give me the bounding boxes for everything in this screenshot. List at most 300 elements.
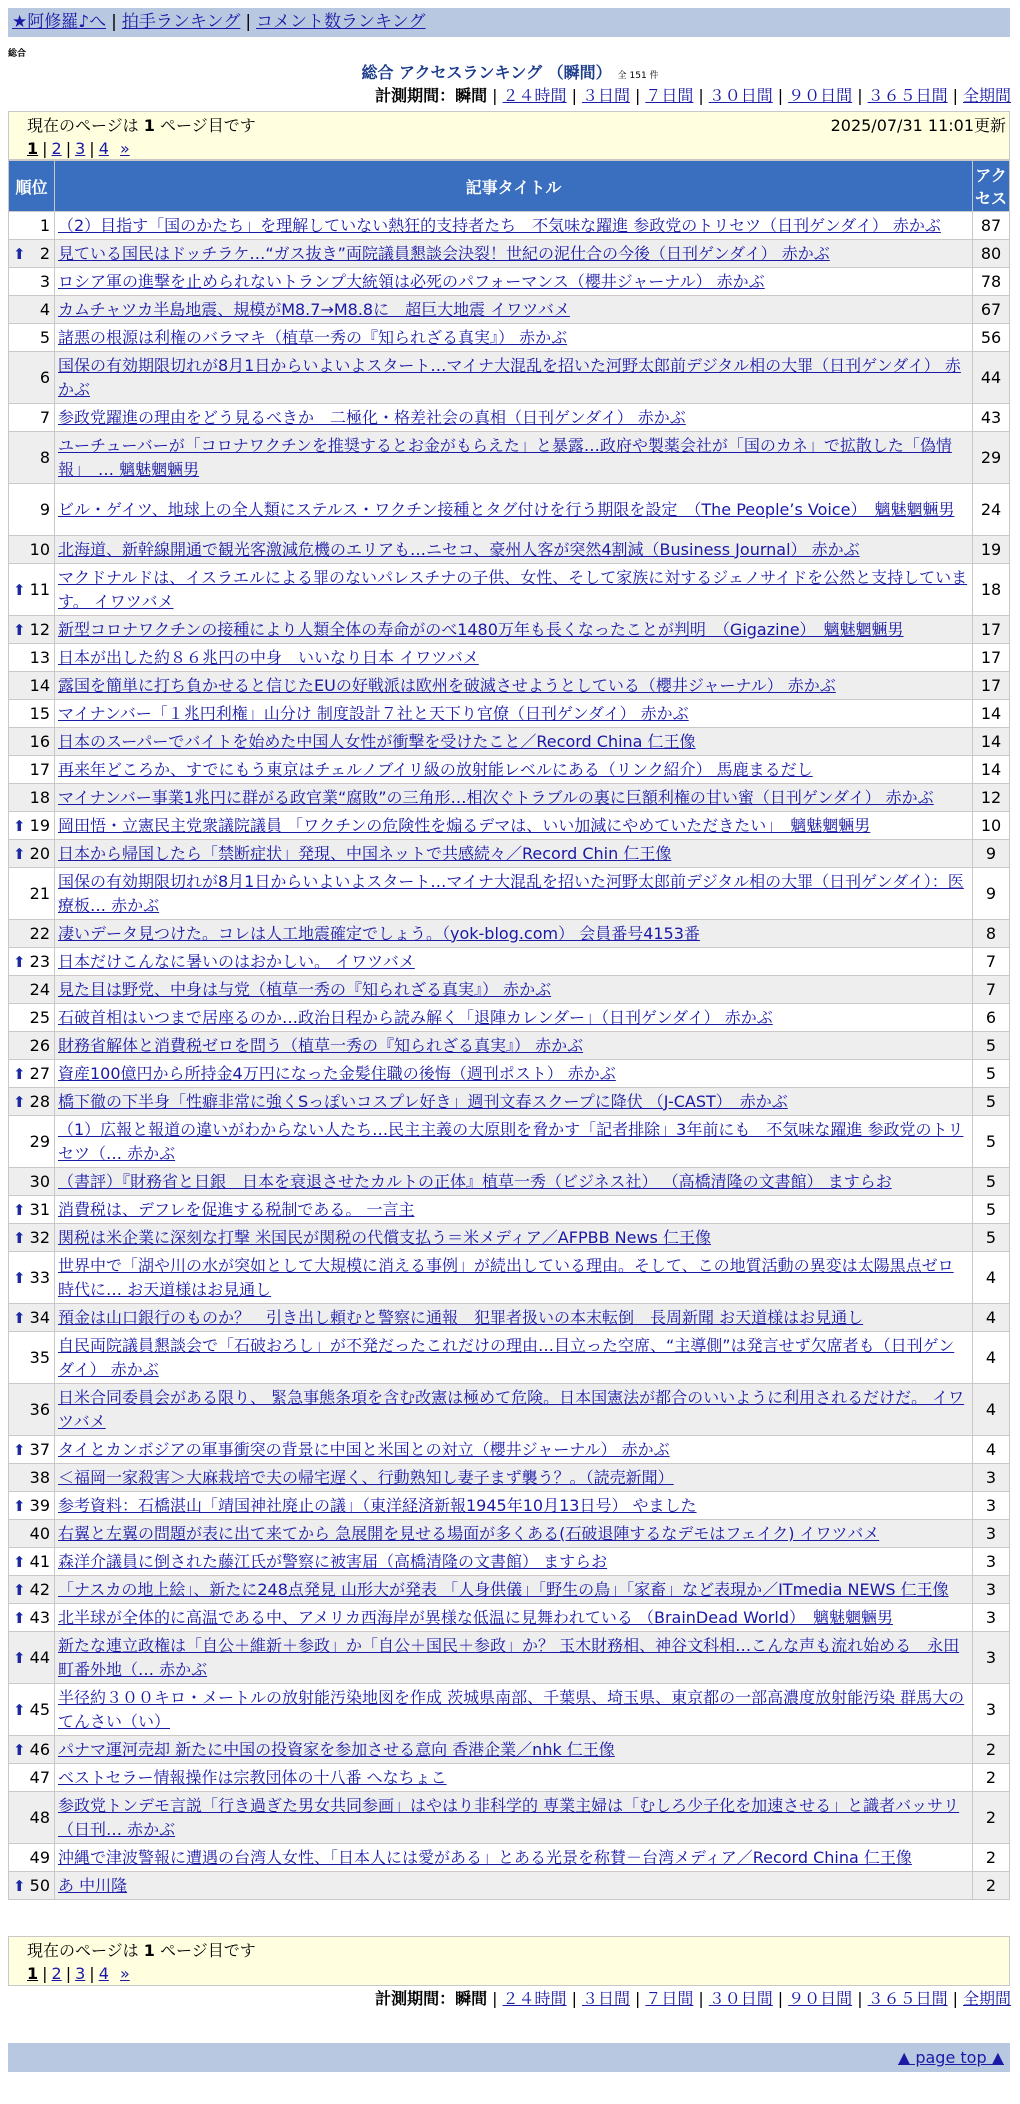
- rank-number: 11: [29, 579, 50, 599]
- ranking-title: 総合 アクセスランキング （瞬間）: [361, 63, 612, 82]
- article-title-link[interactable]: 新たな連立政権は「自公＋維新＋参政」か「自公＋国民＋参政」か？ 玉木財務相、神谷文科相…こんな声も流れ始める 永田町番外地（… 赤かぶ: [58, 1635, 960, 1679]
- access-count: 7: [973, 948, 1010, 976]
- access-count: 17: [973, 672, 1010, 700]
- table-row: [9, 1684, 1010, 1736]
- rank-number: 48: [29, 1807, 50, 1827]
- table-row: [9, 812, 1010, 840]
- rank-number: 31: [29, 1199, 50, 1219]
- article-title-link[interactable]: （2）目指す「国のかたち」を理解していない熱狂的支持者たち 不気味な躍進 参政党のトリセツ（日刊ゲンダイ） 赤かぶ: [58, 215, 941, 235]
- title-cell: [55, 1224, 973, 1252]
- rank-up-arrow-icon: ⬆: [13, 1552, 26, 1571]
- table-row: [9, 1384, 1010, 1436]
- article-title-link[interactable]: マイナンバー「１兆円利権」山分け 制度設計７社と天下り官僚（日刊ゲンダイ） 赤かぶ: [58, 703, 689, 723]
- rank-cell: [9, 212, 55, 240]
- table-row: [9, 432, 1010, 484]
- period-option-link[interactable]: 全期間: [962, 1989, 1011, 2008]
- rank-cell: [9, 1736, 55, 1764]
- title-cell: [55, 672, 973, 700]
- table-row: [9, 672, 1010, 700]
- page-link[interactable]: 4: [98, 139, 109, 158]
- title-cell: [55, 1492, 973, 1520]
- rank-cell: [9, 644, 55, 672]
- article-title-link[interactable]: 岡田悟・立憲民主党衆議院議員 「ワクチンの危険性を煽るデマは、いい加減にやめていただきたい」 魑魅魍魎男: [58, 815, 871, 835]
- rank-up-arrow-icon: ⬆: [13, 1308, 26, 1327]
- rank-number: 19: [29, 815, 50, 835]
- rank-number: 50: [29, 1875, 50, 1895]
- rank-number: 37: [29, 1439, 50, 1459]
- table-row: [9, 1332, 1010, 1384]
- access-header: アクセス: [973, 161, 1010, 212]
- rank-cell: [9, 1252, 55, 1304]
- page-status-prefix: 現在のページは: [27, 1941, 139, 1960]
- title-cell: [55, 1168, 973, 1196]
- rank-number: 46: [29, 1739, 50, 1759]
- rank-up-arrow-icon: ⬆: [13, 1740, 26, 1759]
- rank-number: 27: [29, 1063, 50, 1083]
- period-separator: |: [857, 1989, 863, 2008]
- rank-number: 7: [39, 407, 50, 427]
- access-count: 29: [973, 432, 1010, 484]
- title-cell: [55, 1792, 973, 1844]
- pager-top: [8, 111, 1010, 160]
- title-cell: [55, 564, 973, 616]
- table-row: [9, 484, 1010, 536]
- title-cell: [55, 1304, 973, 1332]
- title-cell: [55, 1060, 973, 1088]
- table-row: [9, 1060, 1010, 1088]
- table-row: [9, 324, 1010, 352]
- rank-number: 16: [29, 731, 50, 751]
- rank-cell: [9, 404, 55, 432]
- article-title-link[interactable]: あ 中川隆: [58, 1875, 128, 1895]
- table-row: [9, 1764, 1010, 1792]
- footer-bar: [8, 2043, 1010, 2072]
- title-cell: [55, 840, 973, 868]
- article-title-link[interactable]: マクドナルドは、イスラエルによる罪のないパレスチナの子供、女性、そして家族に対するジェノサイドを公然と支持しています。 イワツバメ: [58, 567, 968, 611]
- article-title-link[interactable]: 露国を簡単に打ち負かせると信じたEUの好戦派は欧州を破滅させようとしている（櫻井ジャーナル） 赤かぶ: [58, 675, 836, 695]
- page-status-suffix: ページ目です: [160, 116, 256, 135]
- access-count: 14: [973, 700, 1010, 728]
- page-separator: |: [89, 139, 95, 158]
- top-nav-bar: [8, 8, 1010, 37]
- table-row: [9, 1576, 1010, 1604]
- article-title-link[interactable]: 関税は米企業に深刻な打撃 米国民が関税の代償支払う＝米メディア／AFPBB News 仁王像: [58, 1227, 711, 1247]
- article-title-link[interactable]: 参政党トンデモ言説「行き過ぎた男女共同参画」はやはり非科学的 専業主婦は「むしろ少子化を加速させる」と識者バッサリ（日刊… 赤かぶ: [58, 1795, 960, 1839]
- rank-cell: [9, 1032, 55, 1060]
- rank-number: 18: [29, 787, 50, 807]
- rank-cell: [9, 1764, 55, 1792]
- table-row: [9, 1116, 1010, 1168]
- article-title-link[interactable]: 資産100億円から所持金4万円になった金髪住職の後悔（週刊ポスト） 赤かぶ: [58, 1063, 616, 1083]
- article-title-link[interactable]: 自民両院議員懇談会で「石破おろし」が不発だったこれだけの理由…目立った空席、“主導側”は発言せず欠席者も（日刊ゲンダイ） 赤かぶ: [58, 1335, 955, 1379]
- ranking-rows: [9, 212, 1010, 1900]
- rank-cell: [9, 672, 55, 700]
- rank-number: 49: [29, 1847, 50, 1867]
- period-separator: |: [634, 86, 641, 105]
- rank-cell: [9, 296, 55, 324]
- article-title-link[interactable]: 国保の有効期限切れが8月1日からいよいよスタート…マイナ大混乱を招いた河野太郎前デジタル相の大罪（日刊ゲンダイ） 赤かぶ: [58, 355, 961, 399]
- article-title-link[interactable]: ロシア軍の進撃を止められないトランプ大統領は必死のパフォーマンス（櫻井ジャーナル） 赤かぶ: [58, 271, 765, 291]
- title-cell: [55, 1252, 973, 1304]
- table-row: [9, 1196, 1010, 1224]
- period-separator: |: [952, 86, 958, 105]
- page-separator: |: [42, 1964, 48, 1983]
- period-option-link[interactable]: ２４時間: [502, 1989, 567, 2008]
- rank-cell: [9, 432, 55, 484]
- rank-cell: [9, 868, 55, 920]
- title-cell: [55, 728, 973, 756]
- title-cell: [55, 1196, 973, 1224]
- period-option-link[interactable]: ３日間: [581, 1989, 630, 2008]
- rank-number: 39: [29, 1495, 50, 1515]
- page-link[interactable]: 3: [75, 139, 86, 158]
- access-count: 3: [973, 1684, 1010, 1736]
- period-option-link[interactable]: ９０日間: [788, 1989, 853, 2008]
- period-current: 瞬間: [455, 86, 488, 105]
- article-title-link[interactable]: 北半球が全体的に高温である中、アメリカ西海岸が異様な低温に見舞われている （BrainDead World） 魑魅魍魎男: [58, 1607, 893, 1627]
- home-link[interactable]: ★阿修羅♪へ: [12, 12, 107, 32]
- access-count: 17: [973, 644, 1010, 672]
- article-title-link[interactable]: 国保の有効期限切れが8月1日からいよいよスタート…マイナ大混乱を招いた河野太郎前デジタル相の大罪（日刊ゲンダイ）：医療板… 赤かぶ: [58, 871, 964, 915]
- rank-number: 41: [29, 1551, 50, 1571]
- rank-number: 20: [29, 843, 50, 863]
- rank-cell: [9, 1492, 55, 1520]
- access-count: 5: [973, 1032, 1010, 1060]
- title-cell: [55, 240, 973, 268]
- rank-number: 10: [29, 539, 50, 559]
- table-row: [9, 268, 1010, 296]
- comment-ranking-link[interactable]: コメント数ランキング: [256, 12, 426, 32]
- access-count: 19: [973, 536, 1010, 564]
- rank-up-arrow-icon: ⬆: [13, 1228, 26, 1247]
- period-separator: |: [492, 86, 498, 105]
- next-page-link[interactable]: »: [119, 139, 130, 158]
- access-count: 14: [973, 728, 1010, 756]
- pager-bottom: [8, 1936, 1010, 1986]
- rank-number: 3: [39, 271, 50, 291]
- period-separator: |: [634, 1989, 641, 2008]
- article-title-link[interactable]: 石破首相はいつまで居座るのか…政治日程から読み解く「退陣カレンダー」（日刊ゲンダイ） 赤かぶ: [58, 1007, 773, 1027]
- page-top-link[interactable]: ▲ page top ▲: [897, 2048, 1004, 2067]
- rank-cell: [9, 784, 55, 812]
- article-title-link[interactable]: 見た目は野党、中身は与党（植草一秀の『知られざる真実』） 赤かぶ: [58, 979, 552, 999]
- access-count: 87: [973, 212, 1010, 240]
- access-count: 9: [973, 868, 1010, 920]
- period-option-link[interactable]: ３６５日間: [867, 86, 948, 105]
- article-title-link[interactable]: 日本だけこんなに暑いのはおかしい。 イワツバメ: [58, 951, 415, 971]
- article-title-link[interactable]: 凄いデータ見つけた。コレは人工地震確定でしょう。（yok-blog.com） 会員番号4153番: [58, 923, 700, 943]
- rank-cell: [9, 1548, 55, 1576]
- table-row: [9, 1548, 1010, 1576]
- access-count: 2: [973, 1844, 1010, 1872]
- article-title-link[interactable]: 預金は山口銀行のものか？ 引き出し頼むと警察に通報 犯罪者扱いの本末転倒 長周新聞 お天道様はお見通し: [58, 1307, 864, 1327]
- access-count: 80: [973, 240, 1010, 268]
- title-cell: [55, 1464, 973, 1492]
- title-cell: [55, 324, 973, 352]
- article-title-link[interactable]: 日米合同委員会がある限り、 緊急事態条項を含む改憲は極めて危険。日本国憲法が都合のいいように利用されるだけだ。 イワツバメ: [58, 1387, 965, 1431]
- rank-number: 36: [29, 1399, 50, 1419]
- rank-number: 13: [29, 647, 50, 667]
- article-title-link[interactable]: 見ている国民はドッチラケ…“ガス抜き”両院議員懇談会決裂！世紀の泥仕合の今後（日刊ゲンダイ） 赤かぶ: [58, 243, 830, 263]
- updated-timestamp: 2025/07/31 11:01更新: [830, 116, 1006, 135]
- access-count: 2: [973, 1872, 1010, 1900]
- article-title-link[interactable]: 日本から帰国したら「禁断症状」発現、中国ネットで共感続々／Record Chin 仁王像: [58, 843, 672, 863]
- page-link[interactable]: 2: [51, 1964, 62, 1983]
- access-count: 4: [973, 1332, 1010, 1384]
- article-title-link[interactable]: 北海道、新幹線開通で観光客激減危機のエリアも…ニセコ、豪州人客が突然4割減（Business Journal） 赤かぶ: [58, 539, 860, 559]
- rank-cell: [9, 1060, 55, 1088]
- article-title-link[interactable]: 右翼と左翼の問題が表に出て来てから 急展開を見せる場面が多くある(石破退陣するなデモはフェイク) イワツバメ: [58, 1523, 880, 1543]
- article-title-link[interactable]: 財務省解体と消費税ゼロを問う（植草一秀の『知られざる真実』） 赤かぶ: [58, 1035, 584, 1055]
- rank-cell: [9, 976, 55, 1004]
- table-row: [9, 868, 1010, 920]
- access-count: 4: [973, 1384, 1010, 1436]
- table-row: [9, 616, 1010, 644]
- period-separator: |: [698, 86, 704, 105]
- period-option-link[interactable]: ３６５日間: [867, 1989, 948, 2008]
- table-row: [9, 296, 1010, 324]
- rank-up-arrow-icon: ⬆: [13, 1440, 26, 1459]
- period-option-link[interactable]: 全期間: [962, 86, 1011, 105]
- page-separator: |: [65, 1964, 72, 1983]
- article-title-link[interactable]: タイとカンボジアの軍事衝突の背景に中国と米国との対立（櫻井ジャーナル） 赤かぶ: [58, 1439, 670, 1459]
- table-row: [9, 700, 1010, 728]
- title-cell: [55, 212, 973, 240]
- title-cell: [55, 920, 973, 948]
- page-link[interactable]: 2: [51, 139, 62, 158]
- title-cell: [55, 1520, 973, 1548]
- page-separator: |: [65, 139, 72, 158]
- rank-cell: [9, 1684, 55, 1736]
- article-title-link[interactable]: 再来年どころか、すでにもう東京はチェルノブイリ級の放射能レベルにある（リンク紹介） 馬鹿まるだし: [58, 759, 813, 779]
- table-row: [9, 784, 1010, 812]
- table-row: [9, 644, 1010, 672]
- period-selector-top: [375, 85, 1011, 107]
- article-title-link[interactable]: ユーチューバーが「コロナワクチンを推奨するとお金がもらえた」と暴露…政府や製薬会社が「国のカネ」で拡散した「偽情報」 … 魑魅魍魎男: [58, 435, 952, 479]
- title-cell: [55, 700, 973, 728]
- period-separator: |: [952, 1989, 958, 2008]
- period-separator: |: [492, 1989, 498, 2008]
- title-cell: [55, 868, 973, 920]
- page-current: 1: [27, 139, 39, 158]
- rank-number: 14: [29, 675, 50, 695]
- rank-up-arrow-icon: ⬆: [13, 1268, 26, 1287]
- rank-number: 24: [29, 979, 50, 999]
- title-cell: [55, 1632, 973, 1684]
- article-title-link[interactable]: ＜福岡一家殺害＞大麻栽培で夫の帰宅遅く、行動熟知し妻子まず襲う？。（読売新聞）: [58, 1467, 674, 1487]
- rank-header: 順位: [9, 161, 55, 212]
- page-separator: |: [89, 1964, 95, 1983]
- page-link[interactable]: 3: [75, 1964, 86, 1983]
- rank-cell: [9, 536, 55, 564]
- rank-number: 44: [29, 1647, 50, 1667]
- period-option-link[interactable]: ３０日間: [708, 86, 773, 105]
- rank-cell: [9, 564, 55, 616]
- article-title-link[interactable]: 参考資料：石橋湛山「靖国神社廃止の議」（東洋経済新報1945年10月13日号） やました: [58, 1495, 697, 1515]
- page-current: 1: [27, 1964, 39, 1983]
- title-cell: [55, 296, 973, 324]
- rank-cell: [9, 920, 55, 948]
- rank-cell: [9, 1792, 55, 1844]
- access-count: 4: [973, 1304, 1010, 1332]
- rank-number: 38: [29, 1467, 50, 1487]
- article-title-link[interactable]: マイナンバー事業1兆円に群がる政官業“腐敗”の三角形…相次ぐトラブルの裏に巨額利権の甘い蜜（日刊ゲンダイ） 赤かぶ: [58, 787, 934, 807]
- article-title-link[interactable]: 世界中で「湖や川の水が突如として大規模に消える事例」が続出している理由。そして、この地質活動の異変は太陽黒点ゼロ時代に… お天道様はお見通し: [58, 1255, 954, 1299]
- page-links: [27, 1962, 991, 1985]
- title-cell: [55, 1576, 973, 1604]
- rank-cell: [9, 728, 55, 756]
- rank-cell: [9, 484, 55, 536]
- title-cell: [55, 616, 973, 644]
- access-count: 24: [973, 484, 1010, 536]
- rank-number: 29: [29, 1131, 50, 1151]
- rank-up-arrow-icon: ⬆: [13, 1580, 26, 1599]
- title-cell: [55, 1736, 973, 1764]
- title-cell: [55, 1116, 973, 1168]
- article-title-link[interactable]: パナマ運河売却 新たに中国の投資家を参加させる意向 香港企業／nhk 仁王像: [58, 1739, 615, 1759]
- access-count: 5: [973, 1224, 1010, 1252]
- rank-number: 4: [39, 299, 50, 319]
- title-cell: [55, 1332, 973, 1384]
- rank-number: 2: [39, 243, 50, 263]
- rank-cell: [9, 352, 55, 404]
- title-cell: [55, 1088, 973, 1116]
- rank-up-arrow-icon: ⬆: [13, 1648, 26, 1667]
- article-title-link[interactable]: 沖縄で津波警報に遭遇の台湾人女性、「日本人には愛がある」とある光景を称賛－台湾メディア／Record China 仁王像: [58, 1847, 912, 1867]
- access-count: 43: [973, 404, 1010, 432]
- period-separator: |: [571, 86, 577, 105]
- period-option-link[interactable]: ７日間: [645, 1989, 694, 2008]
- rank-number: 40: [29, 1523, 50, 1543]
- table-row: [9, 976, 1010, 1004]
- next-page-link[interactable]: »: [119, 1964, 130, 1983]
- rank-number: 28: [29, 1091, 50, 1111]
- period-option-link[interactable]: ３日間: [581, 86, 630, 105]
- rank-up-arrow-icon: ⬆: [13, 1700, 26, 1719]
- period-option-link[interactable]: ２４時間: [502, 86, 567, 105]
- rank-number: 1: [39, 215, 50, 235]
- title-cell: [55, 644, 973, 672]
- access-count: 5: [973, 1060, 1010, 1088]
- article-title-link[interactable]: 橋下徹の下半身「性癖非常に強くSっぽいコスプレ好き」週刊文春スクープに降伏 （J-CAST） 赤かぶ: [58, 1091, 788, 1111]
- table-row: [9, 536, 1010, 564]
- rank-up-arrow-icon: ⬆: [13, 580, 26, 599]
- rank-number: 9: [39, 499, 50, 519]
- title-cell: [55, 1032, 973, 1060]
- article-title-link[interactable]: 参政党躍進の理由をどう見るべきか 二極化・格差社会の真相（日刊ゲンダイ） 赤かぶ: [58, 407, 686, 427]
- rank-up-arrow-icon: ⬆: [13, 844, 26, 863]
- title-cell: [55, 484, 973, 536]
- period-separator: |: [698, 1989, 704, 2008]
- article-title-link[interactable]: ビル・ゲイツ、地球上の全人類にステルス・ワクチン接種とタグ付けを行う期限を設定 （The People’s Voice） 魑魅魍魎男: [58, 499, 955, 519]
- period-option-link[interactable]: ９０日間: [788, 86, 853, 105]
- article-title-link[interactable]: 諸悪の根源は利権のバラマキ（植草一秀の『知られざる真実』） 赤かぶ: [58, 327, 568, 347]
- rank-up-arrow-icon: ⬆: [13, 1608, 26, 1627]
- title-cell: [55, 1764, 973, 1792]
- access-count: 7: [973, 976, 1010, 1004]
- rank-cell: [9, 1304, 55, 1332]
- article-title-link[interactable]: （1）広報と報道の違いがわからない人たち…民主主義の大原則を脅かす「記者排除」3年前にも 不気味な躍進 参政党のトリセツ（… 赤かぶ: [58, 1119, 964, 1163]
- table-row: [9, 1004, 1010, 1032]
- title-cell: [55, 784, 973, 812]
- article-title-link[interactable]: カムチャツカ半島地震、規模がM8.7→M8.8に 超巨大地震 イワツバメ: [58, 299, 570, 319]
- rank-number: 26: [29, 1035, 50, 1055]
- page-link[interactable]: 4: [98, 1964, 109, 1983]
- table-row: [9, 1632, 1010, 1684]
- article-title-link[interactable]: 「ナスカの地上絵」、新たに248点発見 山形大が発表 「人身供儀」「野生の鳥」「家畜」など表現か／ITmedia NEWS 仁王像: [58, 1579, 949, 1599]
- table-row: [9, 352, 1010, 404]
- access-count: 3: [973, 1548, 1010, 1576]
- access-count: 56: [973, 324, 1010, 352]
- title-cell: [55, 812, 973, 840]
- article-title-link[interactable]: 日本が出した約８６兆円の中身 いいなり日本 イワツバメ: [58, 647, 479, 667]
- table-row: [9, 564, 1010, 616]
- access-count: 5: [973, 1116, 1010, 1168]
- access-count: 18: [973, 564, 1010, 616]
- rank-number: 45: [29, 1699, 50, 1719]
- rank-number: 42: [29, 1579, 50, 1599]
- table-row: [9, 404, 1010, 432]
- article-title-link[interactable]: ベストセラー情報操作は宗教団体の十八番 へなちょこ: [58, 1767, 447, 1787]
- rank-cell: [9, 324, 55, 352]
- access-count: 3: [973, 1492, 1010, 1520]
- rank-cell: [9, 1384, 55, 1436]
- page-status-prefix: 現在のページは: [27, 116, 139, 135]
- table-row: [9, 1032, 1010, 1060]
- clap-ranking-link[interactable]: 拍手ランキング: [121, 12, 241, 32]
- rank-up-arrow-icon: ⬆: [13, 620, 26, 639]
- title-cell: [55, 1548, 973, 1576]
- article-title-link[interactable]: 森洋介議員に倒された藤江氏が警察に被害届（高橋清隆の文書館） ますらお: [58, 1551, 608, 1571]
- article-title-link[interactable]: 半径約３００キロ・メートルの放射能汚染地図を作成 茨城県南部、千葉県、埼玉県、東京都の一部高濃度放射能汚染 群馬大のてんさい（い）: [58, 1687, 965, 1731]
- article-title-link[interactable]: （書評）『財務省と日銀 日本を衰退させたカルトの正体』植草一秀（ビジネス社） （高橋清隆の文書館） ますらお: [58, 1171, 892, 1191]
- rank-cell: [9, 1168, 55, 1196]
- rank-up-arrow-icon: ⬆: [13, 1876, 26, 1895]
- access-count: 5: [973, 1088, 1010, 1116]
- rank-cell: [9, 1004, 55, 1032]
- rank-cell: [9, 1520, 55, 1548]
- article-title-link[interactable]: 日本のスーパーでバイトを始めた中国人女性が衝撃を受けたこと／Record China 仁王像: [58, 731, 696, 751]
- access-count: 17: [973, 616, 1010, 644]
- table-row: [9, 728, 1010, 756]
- page-title: [0, 62, 1020, 87]
- rank-cell: [9, 1604, 55, 1632]
- period-option-link[interactable]: ７日間: [645, 86, 694, 105]
- period-label: 計測期間：: [375, 86, 456, 105]
- rank-number: 21: [29, 883, 50, 903]
- period-current: 瞬間: [455, 1989, 488, 2008]
- category-label: 総合: [8, 49, 27, 59]
- rank-number: 15: [29, 703, 50, 723]
- rank-cell: [9, 1632, 55, 1684]
- rank-cell: [9, 240, 55, 268]
- rank-cell: [9, 1116, 55, 1168]
- rank-cell: [9, 840, 55, 868]
- table-row: [9, 240, 1010, 268]
- article-title-link[interactable]: 新型コロナワクチンの接種により人類全体の寿命がのべ1480万年も長くなったことが判明 （Gigazine） 魑魅魍魎男: [58, 619, 904, 639]
- table-row: [9, 948, 1010, 976]
- period-option-link[interactable]: ３０日間: [708, 1989, 773, 2008]
- table-row: [9, 840, 1010, 868]
- table-row: [9, 1736, 1010, 1764]
- access-count: 4: [973, 1252, 1010, 1304]
- page-status: [27, 1939, 991, 1962]
- title-cell: [55, 1604, 973, 1632]
- table-row: [9, 1304, 1010, 1332]
- rank-cell: [9, 1088, 55, 1116]
- article-title-link[interactable]: 消費税は、デフレを促進する税制である。 一言主: [58, 1199, 415, 1219]
- rank-up-arrow-icon: ⬆: [13, 952, 26, 971]
